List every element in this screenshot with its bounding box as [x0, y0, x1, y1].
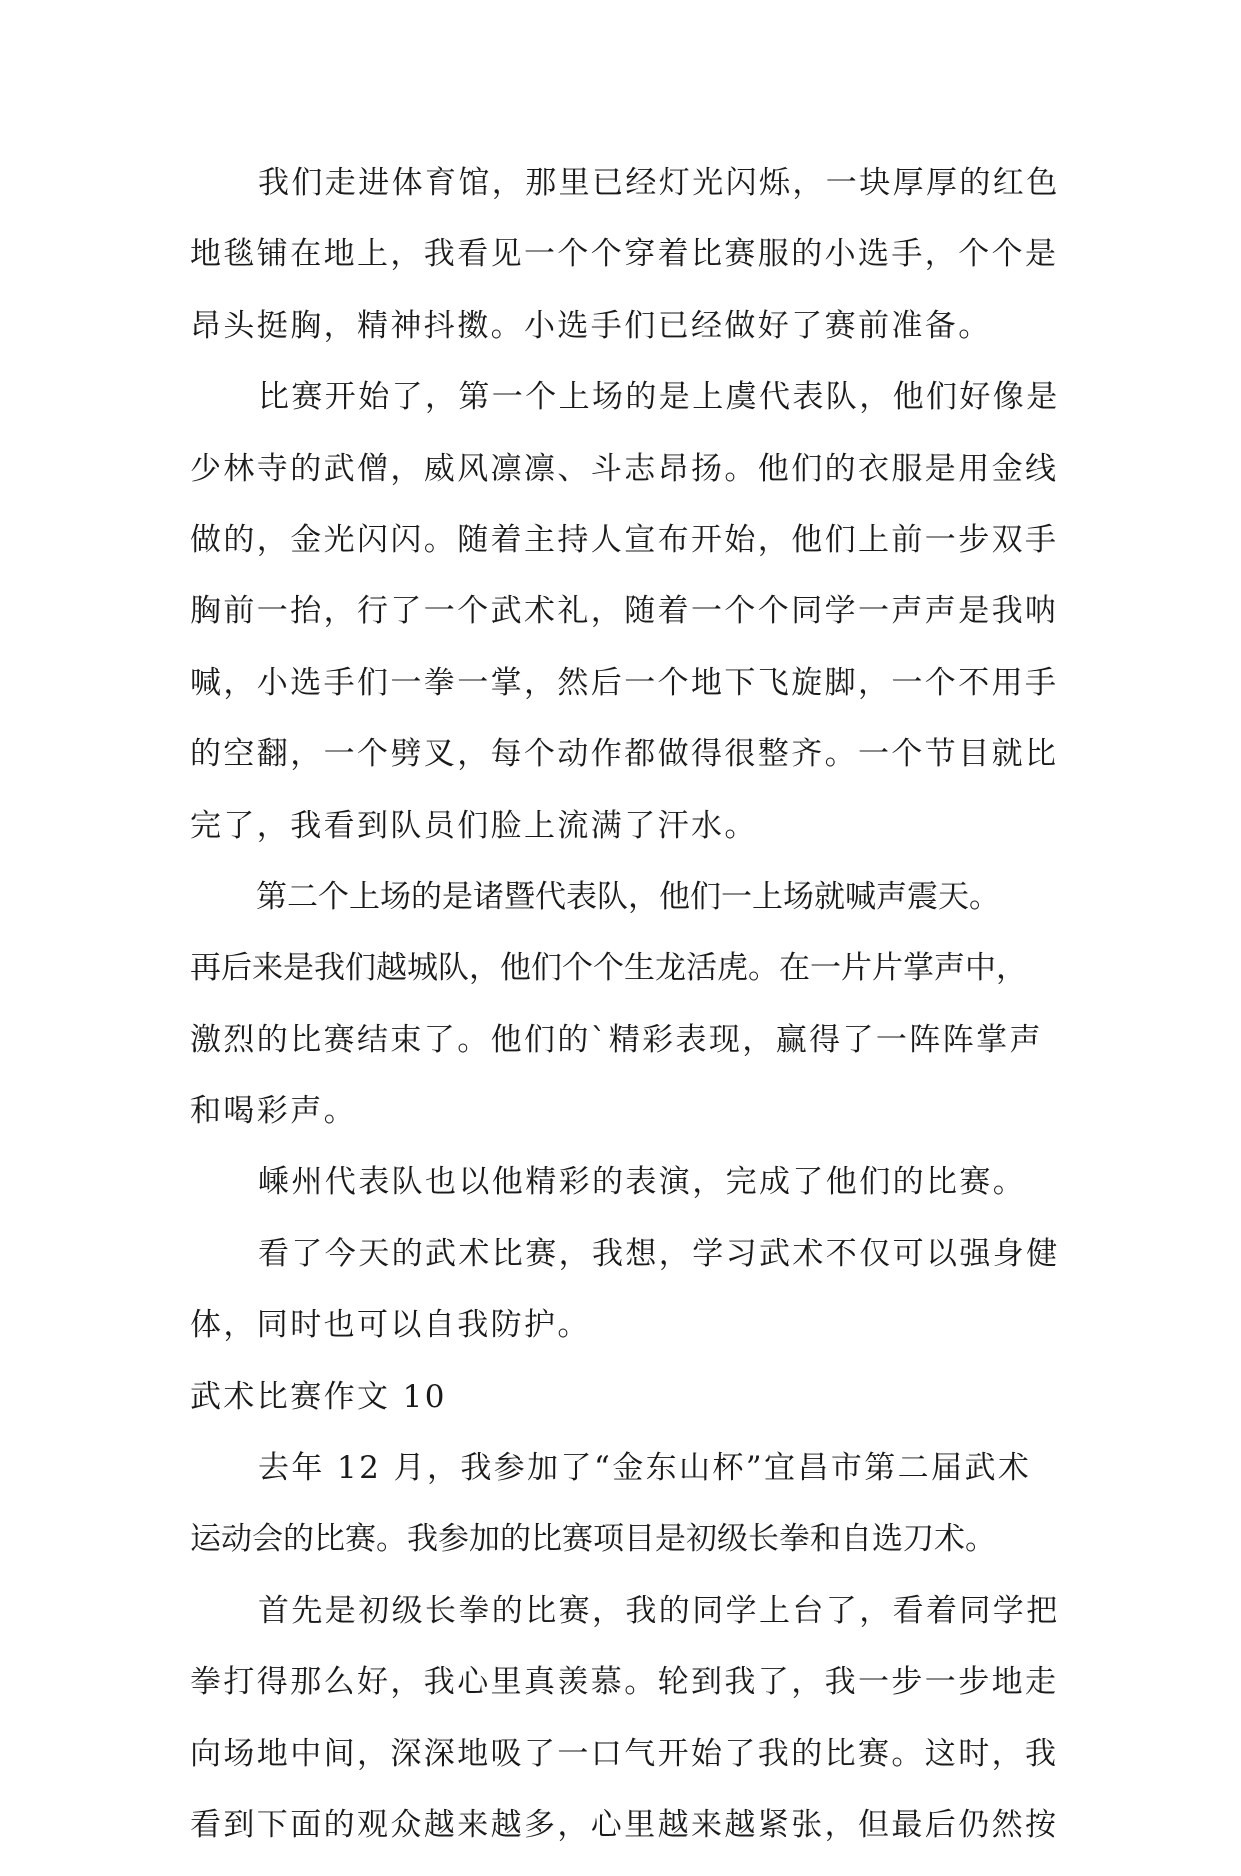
paragraph-line: 拳打得那么好，我心里真羡慕。轮到我了，我一步一步地走 [190, 1664, 1059, 1701]
paragraph-line: 我们走进体育馆，那里已经灯光闪烁，一块厚厚的红色 [258, 165, 1060, 201]
paragraph-line: 体，同时也可以自我防护。 [190, 1307, 591, 1344]
paragraph-line: 比赛开始了，第一个上场的是上虞代表队，他们好像是 [258, 379, 1060, 416]
document-body [190, 163, 1060, 1876]
paragraph-line: 胸前一抬，行了一个武术礼，随着一个个同学一声声是我呐 [190, 593, 1059, 630]
section-heading: 武术比赛作文 10 [190, 1378, 447, 1415]
paragraph-line: 喊，小选手们一拳一掌，然后一个地下飞旋脚，一个不用手 [190, 664, 1059, 701]
paragraph-line: 昂头挺胸，精神抖擞。小选手们已经做好了赛前准备。 [190, 307, 992, 344]
paragraph-line: 少林寺的武僧，威风凛凛、斗志昂扬。他们的衣服是用金线 [190, 450, 1059, 487]
paragraph-line: 向场地中间，深深地吸了一口气开始了我的比赛。这时，我 [190, 1735, 1059, 1772]
paragraph-line: 运动会的比赛。我参加的比赛项目是初级长拳和自选刀术。 [190, 1521, 996, 1558]
paragraph-line: 激烈的比赛结束了。他们的`精彩表现，赢得了一阵阵掌声 [190, 1021, 1043, 1058]
paragraph-line: 首先是初级长拳的比赛，我的同学上台了，看着同学把 [258, 1592, 1060, 1629]
paragraph-line: 看到下面的观众越来越多，心里越来越紧张，但最后仍然按 [190, 1806, 1059, 1843]
paragraph-line: 地毯铺在地上，我看见一个个穿着比赛服的小选手，个个是 [190, 236, 1059, 273]
paragraph-line: 做的，金光闪闪。随着主持人宣布开始，他们上前一步双手 [190, 521, 1059, 558]
paragraph-line: 嵊州代表队也以他精彩的表演，完成了他们的比赛。 [258, 1164, 1027, 1201]
paragraph-line: 再后来是我们越城队，他们个个生龙活虎。在一片片掌声中， [190, 950, 1027, 987]
paragraph-line: 的空翻，一个劈叉，每个动作都做得很整齐。一个节目就比 [190, 736, 1059, 773]
paragraph-line: 和喝彩声。 [190, 1093, 357, 1130]
paragraph-line: 去年 12 月，我参加了“金东山杯”宜昌市第二届武术 [258, 1450, 1032, 1487]
paragraph-line: 完了，我看到队员们脸上流满了汗水。 [190, 807, 758, 844]
paragraph-line: 第二个上场的是诸暨代表队，他们一上场就喊声震天。 [256, 878, 1000, 915]
paragraph-line: 看了今天的武术比赛，我想，学习武术不仅可以强身健 [258, 1235, 1060, 1272]
